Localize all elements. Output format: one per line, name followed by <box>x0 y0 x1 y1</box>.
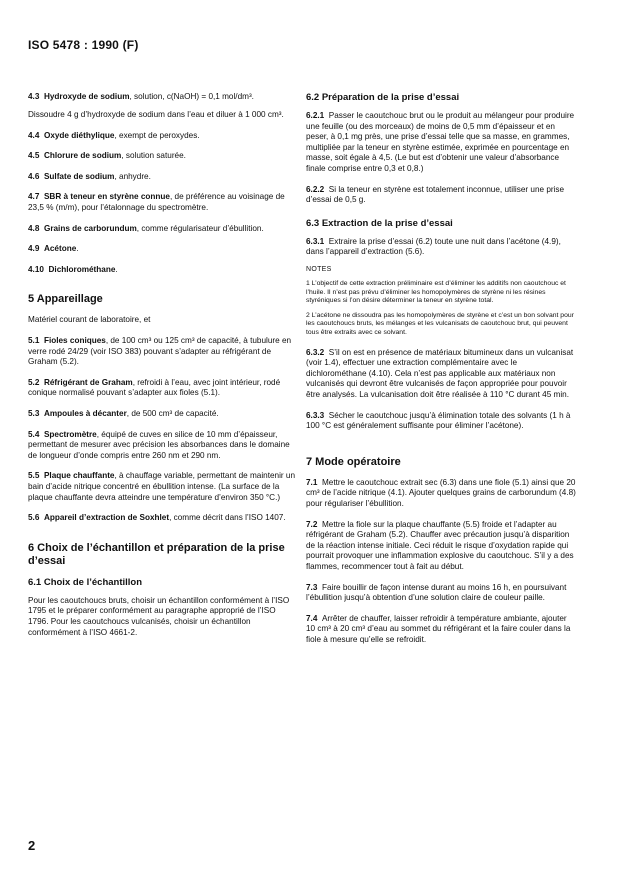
item-5-2 <box>28 378 298 399</box>
item-title: Hydroxyde de sodium <box>43 92 130 101</box>
item-text: , à chauffage variable, permettant de maintenir un bain d’acide nitrique concentré en ébullition intense. (La surface de la plaque chauffante devra atteindre une température d’environ 350 °C.) <box>28 471 296 502</box>
item-7-3 <box>306 583 576 604</box>
item-number: 5.3 <box>28 409 40 418</box>
item-title: Spectromètre <box>43 429 97 439</box>
item-title: Sulfate de sodium <box>43 171 115 181</box>
section-7-heading: 7 Mode opératoire <box>306 455 401 468</box>
para-text: Sécher le caoutchouc jusqu’à élimination totale des solvants (1 h à 100 °C est généralement suffisante pour éliminer l’acétone). <box>306 410 571 431</box>
item-text: , équipé de cuves en silice de 10 mm d’épaisseur, permettant de mesurer avec précision les absorbances dans le domaine de longueur d’onde compris entre 260 nm et 290 nm. <box>28 429 290 460</box>
item-number: 4.3 <box>28 92 40 101</box>
item-4-6 <box>28 172 298 183</box>
item-5-6 <box>28 513 298 524</box>
item-number: 7.2 <box>306 519 318 529</box>
item-number: 5.1 <box>28 336 40 346</box>
item-text: . <box>76 244 79 254</box>
notes-title: NOTES <box>306 266 332 274</box>
document-header: ISO 5478 : 1990 (F) <box>28 38 139 52</box>
para-number: 6.3.3 <box>306 410 325 420</box>
para-6-3-3 <box>306 411 576 432</box>
item-number: 5.2 <box>28 377 40 387</box>
item-4-3 <box>28 92 298 103</box>
item-number: 4.10 <box>28 264 44 274</box>
item-text: Arrêter de chauffer, laisser refroidir à température ambiante, ajouter 10 cm³ à 20 cm³ d’eau au sommet du réfrigérant et la faire couler dans la fiole à mesure qu’elle se refroidit. <box>306 613 571 644</box>
item-title: Réfrigérant de Graham <box>43 377 133 387</box>
right-column <box>306 92 576 653</box>
item-5-4 <box>28 430 298 462</box>
item-number: 4.9 <box>28 244 40 254</box>
item-text: , comme régularisateur d’ébullition. <box>136 223 264 233</box>
item-5-1 <box>28 336 298 368</box>
item-title: Plaque chauffante <box>43 471 115 481</box>
item-4-8 <box>28 224 298 235</box>
item-5-5 <box>28 471 298 503</box>
item-text: Mettre la fiole sur la plaque chauffante (5.5) froide et l’adapter au réfrigérant de Graham (5.2). Chauffer avec précaution jusqu’à disparition de la réaction intense initiale. Ceci réduit le risque d’oxydation rapide qui pourrait provoquer une inflammation explosive du caoutchouc. S’il y a des flammes, recommencer tout à fait au début. <box>306 519 574 571</box>
para-text: Passer le caoutchouc brut ou le produit au mélangeur pour produire une feuille (ou des morceaux) de moins de 0,5 mm d’épaisseur et en peser, à 0,1 mg près, une prise d’essai telle que sa masse, en grammes, multipliée par la teneur en styrène estimée, exprimée en pourcentage en masse, soit égale à 4,5. (Le but est d’obtenir une valeur d’absorbance finale comprise entre 0,3 et 0,8.) <box>306 111 575 173</box>
item-title: Appareil d’extraction de Soxhlet <box>43 513 170 523</box>
para-6-2-1 <box>306 111 576 175</box>
item-4-10 <box>28 265 298 276</box>
item-text: Mettre le caoutchouc extrait sec (6.3) dans une fiole (5.1) ainsi que 20 cm³ de l’acide nitrique (4.1). Ajouter quelques grains de carborundum (4.8) pour régulariser l’ébullition. <box>306 477 576 508</box>
item-text: , exempt de peroxydes. <box>114 130 200 140</box>
item-text: , solution saturée. <box>121 151 186 161</box>
item-text: , de 500 cm³ de capacité. <box>126 409 219 418</box>
item-number: 4.7 <box>28 192 40 202</box>
item-title: Dichlorométhane <box>48 264 116 274</box>
item-number: 4.6 <box>28 171 40 181</box>
section-5-heading: 5 Appareillage <box>28 293 103 306</box>
note-1: 1 L’objectif de cette extraction préliminaire est d’éliminer les additifs non caoutchouc et l’huile. Il n’est pas prévu d’éliminer les homopolymères de styrène ni les résines styréniques si l’on désire déterminer la teneur en styrène total. <box>306 280 566 305</box>
para-number: 6.3.1 <box>306 236 325 246</box>
item-number: 4.4 <box>28 130 40 140</box>
item-4-5 <box>28 151 298 162</box>
item-number: 5.5 <box>28 471 40 481</box>
section-6-heading: 6 Choix de l’échantillon et préparation de la prise d’essai <box>28 541 285 567</box>
para-6-2-2 <box>306 185 576 206</box>
item-number: 4.8 <box>28 223 40 233</box>
page-number: 2 <box>28 838 36 853</box>
item-text: , de préférence au voisinage de 23,5 % (m/m), pour l’étalonnage du spectromètre. <box>28 192 285 213</box>
para-text: S’il on est en présence de matériaux bitumineux dans un vulcanisat (voir 1.4), effectuer une extraction complémentaire avec le dichlorométhane (4.10). Cela n’est pas applicable aux matériaux non vulcanisés qui devront être vulcanisés de façon appropriée pour pouvoir être analysés. La vulcanisation doit être réalisée à 110 °C durant 45 min. <box>306 347 574 399</box>
item-number: 4.5 <box>28 151 40 161</box>
item-title: Ampoules à décanter <box>43 409 127 418</box>
item-text: , refroidi à l’eau, avec joint intérieur, rodé conique normalisé pouvant s’adapter aux fioles (5.1). <box>28 377 281 398</box>
item-text: , de 100 cm³ ou 125 cm³ de capacité, à tubulure en verre rodé 24/29 (voir ISO 383) pouvant s’adapter au réfrigérant de Graham (5.2). <box>28 336 292 367</box>
item-number: 5.6 <box>28 513 40 523</box>
item-number: 7.1 <box>306 477 318 487</box>
para-6-3-1 <box>306 237 576 258</box>
item-text: , anhydre. <box>114 171 151 181</box>
item-text: Faire bouillir de façon intense durant au moins 16 h, en poursuivant l’ébullition jusqu’à obtention d’une solution claire de couleur paille. <box>306 582 567 603</box>
section-5-intro: Matériel courant de laboratoire, et <box>28 315 151 325</box>
item-text: , solution, c(NaOH) = 0,1 mol/dm³. <box>129 92 254 101</box>
item-4-9 <box>28 244 298 255</box>
left-column <box>28 92 298 646</box>
item-title: Grains de carborundum <box>43 223 137 233</box>
item-title: SBR à teneur en styrène connue <box>43 192 170 202</box>
section-6-2-heading: 6.2 Préparation de la prise d’essai <box>306 92 460 103</box>
item-number: 7.4 <box>306 613 318 623</box>
para-text: Extraire la prise d’essai (6.2) toute une nuit dans l’acétone (4.9), dans l’appareil d’extraction (5.6). <box>306 236 561 257</box>
para-number: 6.2.2 <box>306 184 325 194</box>
item-4-4 <box>28 131 298 142</box>
para-number: 6.2.1 <box>306 111 325 120</box>
item-title: Acétone <box>43 244 77 254</box>
item-title: Oxyde diéthylique <box>43 130 115 140</box>
section-6-1-heading: 6.1 Choix de l’échantillon <box>28 576 143 588</box>
item-5-3 <box>28 409 298 420</box>
item-title: Chlorure de sodium <box>43 151 122 161</box>
item-7-1 <box>306 478 576 510</box>
item-7-2 <box>306 520 576 573</box>
item-number: 7.3 <box>306 582 318 592</box>
section-6-3-heading: 6.3 Extraction de la prise d’essai <box>306 217 453 229</box>
para-number: 6.3.2 <box>306 347 325 357</box>
para-text: Si la teneur en styrène est totalement inconnue, utiliser une prise d’essai de 0,5 g. <box>306 184 565 205</box>
item-text: , comme décrit dans l’ISO 1407. <box>169 513 286 523</box>
item-4-3-extra: Dissoudre 4 g d’hydroxyde de sodium dans l’eau et diluer à 1 000 cm³. <box>28 110 284 120</box>
item-number: 5.4 <box>28 429 40 439</box>
note-2: 2 L’acétone ne dissoudra pas les homopolymères de styrène et c’est un bon solvant pour les caoutchoucs bruts, les mélanges et les vulcanisats de caoutchouc brut, qui peuvent tous être extraits avec ce solvant. <box>306 311 574 336</box>
item-title: Fioles coniques <box>43 336 106 346</box>
item-7-4 <box>306 614 576 646</box>
item-4-7 <box>28 192 298 213</box>
item-text: . <box>115 264 118 274</box>
section-6-1-text: Pour les caoutchoucs bruts, choisir un échantillon conformément à l’ISO 1795 et le préparer conformément au paragraphe approprié de l’ISO 1796. Pour les caoutchoucs vulcanisés, choisir un échantillon conformément à l’ISO 4661-2. <box>28 595 290 637</box>
para-6-3-2 <box>306 348 576 401</box>
